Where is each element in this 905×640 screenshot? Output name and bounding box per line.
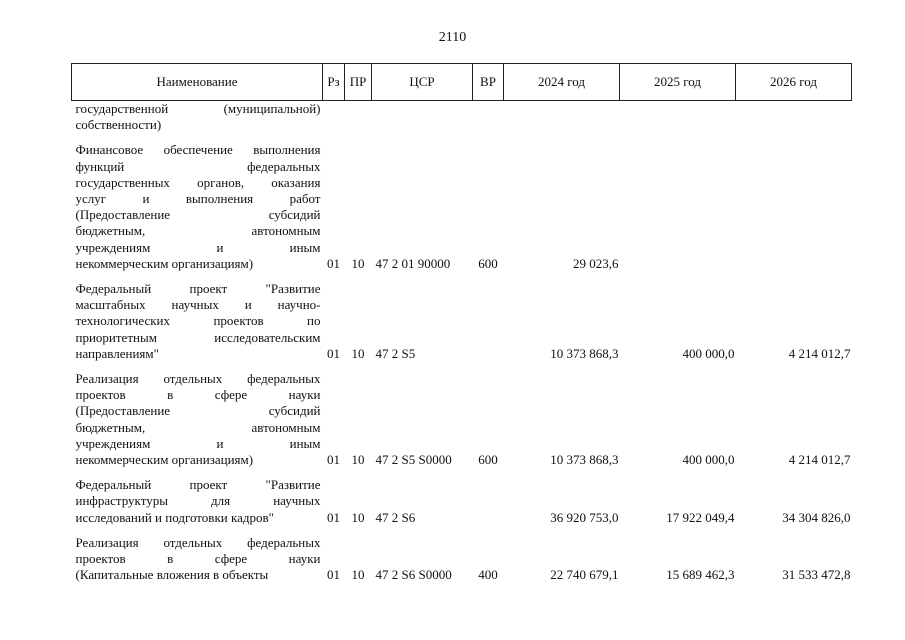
row-name-line: Реализация отдельных федеральных xyxy=(75,371,321,387)
row-rz: 01 xyxy=(327,452,340,468)
row-name xyxy=(72,272,323,362)
row-amount-2026: 4 214 012,7 xyxy=(788,452,851,468)
row-vr: 400 xyxy=(478,567,498,583)
row-rz xyxy=(323,101,345,134)
row-name xyxy=(72,362,323,468)
row-csr: 47 2 S6 S0000 xyxy=(375,567,452,583)
row-vr xyxy=(473,468,504,526)
row-amount-2026: 4 214 012,7 xyxy=(788,345,851,361)
row-name-line: Реализация отдельных федеральных xyxy=(75,534,321,550)
row-amount-2026 xyxy=(736,133,852,272)
row-name-line: бюджетным, автономным xyxy=(75,419,321,435)
table-row xyxy=(72,362,852,468)
row-name-line: (Капитальные вложения в объекты xyxy=(75,567,269,583)
table-row xyxy=(72,526,852,584)
row-name xyxy=(72,133,323,272)
row-pr: 10 xyxy=(351,509,365,525)
row-name-line: государственной (муниципальной) xyxy=(75,101,321,116)
row-name-line: некоммерческим организациям) xyxy=(75,452,254,468)
column-header-2025: 2025 год xyxy=(620,64,736,101)
column-header-name: Наименование xyxy=(72,64,323,101)
row-vr xyxy=(473,272,504,362)
row-pr: 10 xyxy=(351,452,365,468)
row-vr: 600 xyxy=(478,255,498,271)
row-vr xyxy=(473,101,504,134)
row-name-line: (Предоставление субсидий xyxy=(75,403,321,419)
row-amount-2025: 17 922 049,4 xyxy=(666,509,735,525)
row-pr xyxy=(345,101,372,134)
row-pr: 10 xyxy=(351,567,365,583)
row-csr xyxy=(372,101,473,134)
row-amount-2025: 400 000,0 xyxy=(682,345,735,361)
row-amount-2024: 36 920 753,0 xyxy=(550,509,619,525)
row-amount-2025 xyxy=(620,101,736,134)
row-amount-2024 xyxy=(504,101,620,134)
column-header-vr: ВР xyxy=(473,64,504,101)
budget-table xyxy=(71,63,852,583)
table-body xyxy=(72,101,852,584)
row-pr: 10 xyxy=(351,345,365,361)
row-amount-2025: 15 689 462,3 xyxy=(666,567,735,583)
row-name-line: собственности) xyxy=(75,117,162,133)
row-name-line: Федеральный проект "Развитие xyxy=(75,477,321,493)
row-name-line: приоритетным исследовательским xyxy=(75,329,321,345)
table-header xyxy=(72,64,852,101)
row-name xyxy=(72,526,323,584)
row-name-line: государственных органов, оказания xyxy=(75,174,321,190)
table-row xyxy=(72,468,852,526)
row-csr: 47 2 S6 xyxy=(375,509,416,525)
row-name-line: исследований и подготовки кадров" xyxy=(75,509,274,525)
row-name-line: функций федеральных xyxy=(75,158,321,174)
row-rz: 01 xyxy=(327,345,340,361)
row-rz: 01 xyxy=(327,567,340,583)
row-amount-2026: 31 533 472,8 xyxy=(782,567,851,583)
row-name-line: направлениям" xyxy=(75,345,159,361)
column-header-2026: 2026 год xyxy=(736,64,852,101)
row-name-line: учреждениям и иным xyxy=(75,435,321,451)
row-csr: 47 2 S5 S0000 xyxy=(375,452,452,468)
row-name xyxy=(72,101,323,134)
row-name-line: услуг и выполнения работ xyxy=(75,191,321,207)
row-amount-2026: 34 304 826,0 xyxy=(782,509,851,525)
column-header-pr: ПР xyxy=(345,64,372,101)
column-header-rz: Рз xyxy=(323,64,345,101)
row-csr: 47 2 01 90000 xyxy=(375,255,451,271)
row-rz: 01 xyxy=(327,255,340,271)
row-amount-2025 xyxy=(620,133,736,272)
row-name-line: Федеральный проект "Развитие xyxy=(75,281,321,297)
row-amount-2025: 400 000,0 xyxy=(682,452,735,468)
row-amount-2024: 22 740 679,1 xyxy=(550,567,619,583)
row-vr: 600 xyxy=(478,452,498,468)
row-name-line: некоммерческим организациям) xyxy=(75,255,254,271)
row-name-line: Финансовое обеспечение выполнения xyxy=(75,142,321,158)
row-name-line: проектов в сфере науки xyxy=(75,387,321,403)
table-row xyxy=(72,133,852,272)
row-name-line: технологических проектов по xyxy=(75,313,321,329)
row-amount-2024: 10 373 868,3 xyxy=(550,345,619,361)
row-amount-2024: 10 373 868,3 xyxy=(550,452,619,468)
page-number: 2110 xyxy=(438,30,467,45)
row-rz: 01 xyxy=(327,509,340,525)
row-name-line: бюджетным, автономным xyxy=(75,223,321,239)
table-row xyxy=(72,101,852,134)
column-header-2024: 2024 год xyxy=(504,64,620,101)
column-header-csr: ЦСР xyxy=(372,64,473,101)
row-name-line: (Предоставление субсидий xyxy=(75,207,321,223)
row-name-line: проектов в сфере науки xyxy=(75,551,321,567)
row-name-line: учреждениям и иным xyxy=(75,239,321,255)
row-name xyxy=(72,468,323,526)
row-name-line: инфраструктуры для научных xyxy=(75,493,321,509)
row-pr: 10 xyxy=(351,255,365,271)
table-row xyxy=(72,272,852,362)
row-amount-2026 xyxy=(736,101,852,134)
row-amount-2024: 29 023,6 xyxy=(573,255,619,271)
row-csr: 47 2 S5 xyxy=(375,345,416,361)
row-name-line: масштабных научных и научно- xyxy=(75,297,321,313)
